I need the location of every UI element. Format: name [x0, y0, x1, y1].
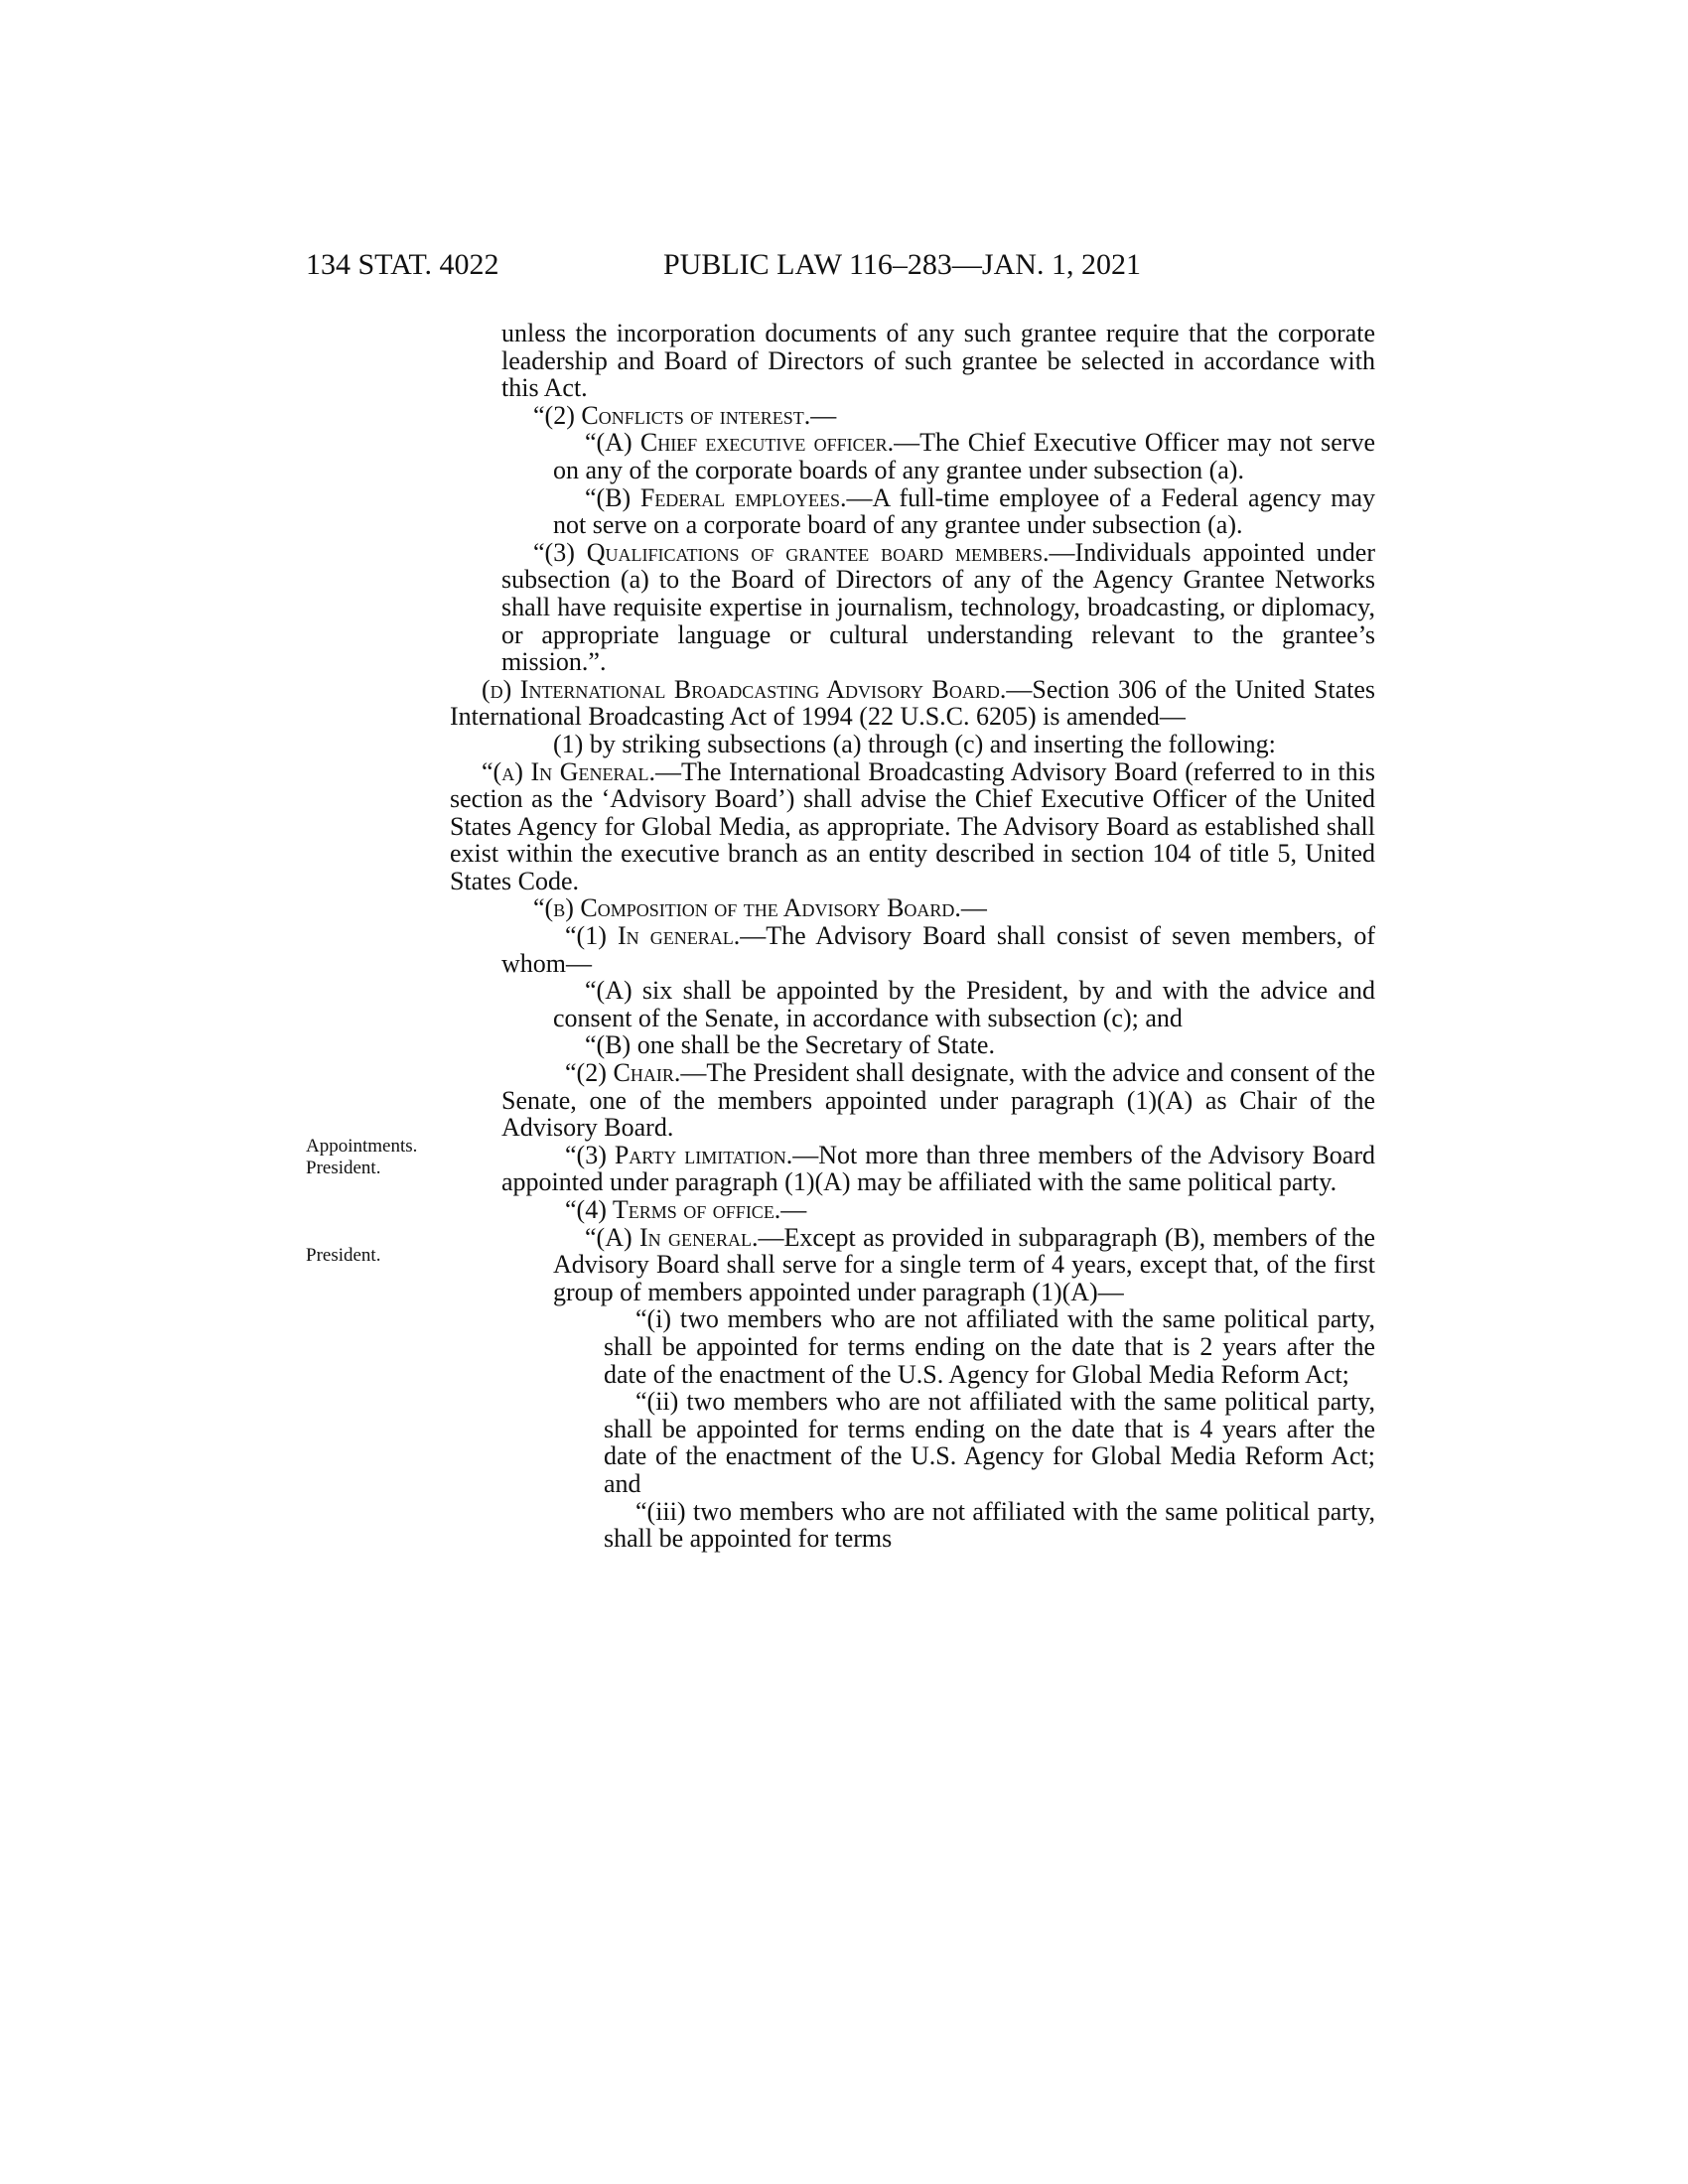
heading-text: “(a) In General.	[482, 756, 655, 786]
paragraph-advisory-board-section	[450, 676, 1375, 731]
paragraph-text: —Section 306 of the United States International Broadcasting Act of 1994 (22 U.S.C. 6205) is amended—	[450, 674, 1375, 732]
paragraph-federal-employees	[501, 484, 1375, 539]
paragraph-qualifications	[501, 539, 1375, 676]
heading-text: “(B) Federal employees.	[585, 482, 847, 512]
paragraph-composition	[501, 894, 1375, 922]
law-title: PUBLIC LAW 116–283—JAN. 1, 2021	[663, 248, 1141, 281]
paragraph-text: —The Advisory Board shall consist of seven members, of whom—	[501, 921, 1375, 978]
paragraph-secretary-of-state: “(B) one shall be the Secretary of State.	[585, 1030, 995, 1060]
margin-note-line: Appointments.	[306, 1136, 418, 1157]
paragraph-text: —The International Broadcasting Advisory Board (referred to in this section as the ‘Advisory Board’) shall advise the Chief Executive Officer of the United States Agency for Global Media, as appropriate. The Advisory Board as established shall exist within the executive branch as an entity described in section 104 of title 5, United States Code.	[450, 756, 1376, 895]
heading-text: “(2) Chair.	[565, 1058, 681, 1088]
paragraph-text: —Except as provided in subparagraph (B), members of the Advisory Board shall serve for a single term of 4 years, except that, of the first group of members appointed under paragraph (1)(A)—	[553, 1222, 1375, 1306]
paragraph-continuation: unless the incorporation documents of any such grantee require that the corporate leadership and Board of Directors of such grantee be selected in accordance with this Act.	[501, 319, 1375, 403]
heading-text: “(A) In general.	[585, 1222, 759, 1252]
paragraph-striking-subsections	[501, 731, 1375, 758]
heading-text: “(b) Composition of the Advisory Board.—	[533, 893, 987, 923]
margin-note-line: President.	[306, 1158, 381, 1178]
page-header	[0, 248, 1688, 288]
paragraph-party-limitation	[501, 1142, 1375, 1196]
paragraph-clause-iii: “(iii) two members who are not affiliated with the same political party, shall be appointed for terms	[604, 1496, 1375, 1554]
paragraph-chief-executive-officer	[501, 429, 1375, 483]
stat-page-number: 134 STAT. 4022	[306, 248, 499, 281]
heading-text: “(2) Conflicts of interest.—	[533, 400, 837, 430]
statute-body	[450, 319, 1376, 1554]
paragraph-terms-of-office	[501, 1196, 1375, 1224]
paragraph-text: —The President shall designate, with the advice and consent of the Senate, one of the members appointed under paragraph (1)(A) as Chair of the Advisory Board.	[501, 1058, 1375, 1143]
paragraph-clause-ii: “(ii) two members who are not affiliated with the same political party, shall be appointed for terms ending on the date that is 4 years after the date of the enactment of the U.S. Agency for Global Media Reform Act; and	[604, 1387, 1375, 1498]
paragraph-six-appointed: “(A) six shall be appointed by the President, by and with the advice and consent of the Senate, in accordance with subsection (c); and	[553, 976, 1375, 1032]
heading-text: “(1) In general.	[565, 921, 741, 951]
heading-text: “(3) Qualifications of grantee board members.	[533, 537, 1050, 567]
paragraph-text: —The Chief Executive Officer may not serve on any of the corporate boards of any grantee under subsection (a).	[553, 428, 1375, 484]
heading-text: “(A) Chief executive officer.	[585, 428, 895, 458]
paragraph-text: (1) by striking subsections (a) through (c) and inserting the following:	[553, 729, 1276, 758]
heading-text: “(4) Terms of office.—	[565, 1195, 807, 1224]
margin-note-appointments	[306, 1136, 417, 1179]
paragraph-text: —Individuals appointed under subsection (a) to the Board of Directors of any of the Agency Grantee Networks shall have requisite expertise in journalism, technology, broadcasting, or diplomacy, or appropriate language or cultural understanding relevant to the grantee’s mission.”.	[501, 537, 1375, 677]
paragraph-conflicts-of-interest	[501, 402, 1375, 430]
paragraph-text: —A full-time employee of a Federal agency may not serve on a corporate board of any grantee under subsection (a).	[553, 482, 1375, 540]
heading-text: (d) International Broadcasting Advisory Board.	[482, 674, 1007, 704]
paragraph-in-general-1	[501, 922, 1375, 977]
paragraph-in-general-a	[450, 758, 1375, 895]
paragraph-terms-in-general	[501, 1224, 1375, 1306]
margin-note-president: President.	[306, 1245, 381, 1266]
paragraph-chair	[501, 1059, 1375, 1142]
paragraph-clause-i: “(i) two members who are not affiliated with the same political party, shall be appointed for terms ending on the date that is 2 years after the date of the enactment of the U.S. Agency for Global Media Reform Act;	[604, 1304, 1375, 1389]
paragraph-text: —Not more than three members of the Advisory Board appointed under paragraph (1)(A) may be affiliated with the same political party.	[501, 1140, 1375, 1197]
heading-text: “(3) Party limitation.	[565, 1140, 793, 1169]
